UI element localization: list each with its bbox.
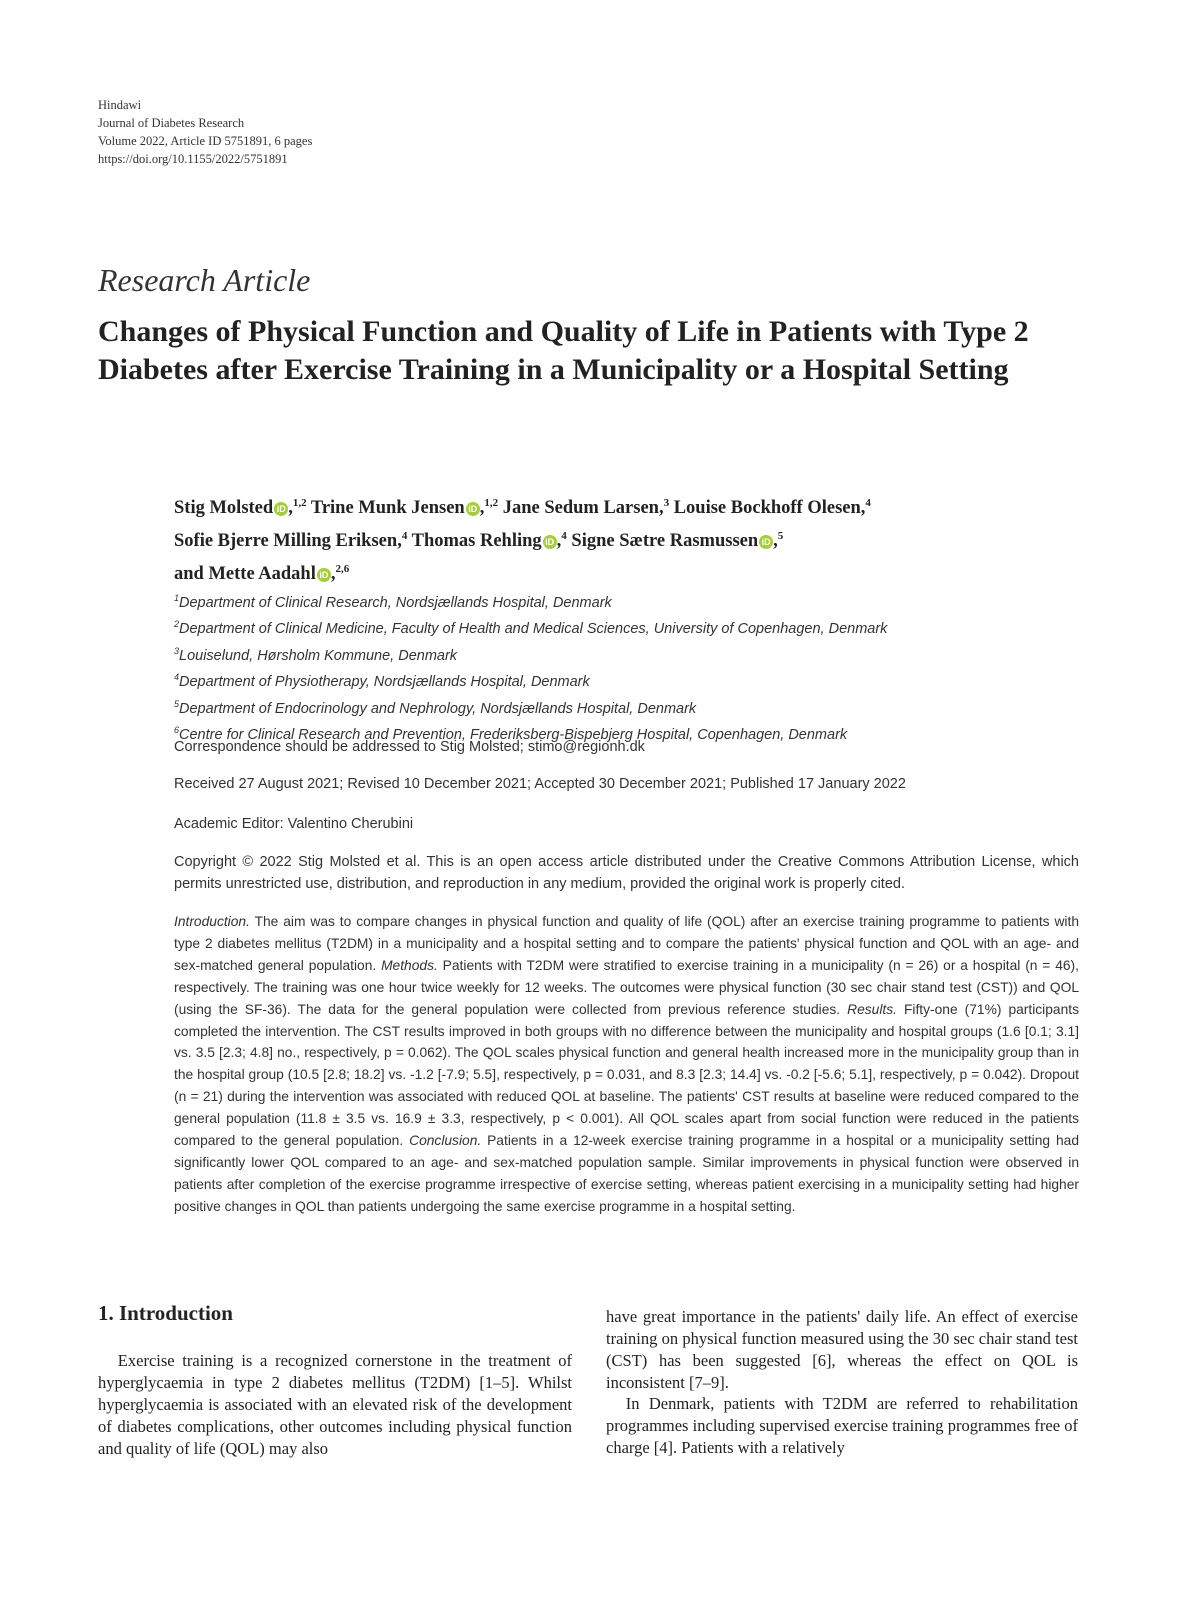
abstract-section-label: Introduction. [174,914,250,929]
intro-paragraph-right-1: have great importance in the patients' daily life. An effect of exercise training on physical function measured using the 30 sec chair stand test (CST) has been suggested [6], whereas the effect on QOL is inconsistent [7–9]. [606,1307,1078,1392]
author: and Mette Aadahl iD ,$^{2,6}$ [174,563,350,585]
affiliation-text: Department of Clinical Medicine, Faculty of Health and Medical Sciences, University of Copenhagen, Denmark [179,621,888,638]
orcid-icon[interactable]: iD [317,568,331,582]
author-name: Stig Molsted [174,498,274,519]
author-affiliation-number: 3 [663,497,670,509]
author-name: Thomas Rehling [411,531,542,552]
orcid-icon[interactable]: iD [759,535,773,549]
copyright-notice: Copyright © 2022 Stig Molsted et al. This is an open access article distributed under the Creative Commons Attribution License, which permits unrestricted use, distribution, and reproduction in any medium, provided the original work is properly cited. [174,854,1079,892]
article-type: Research Article [98,262,311,298]
affiliation-text: Department of Physiotherapy, Nordsjællands Hospital, Denmark [179,674,590,691]
author-list [174,489,1094,588]
affiliation [174,667,1094,693]
volume-info: Volume 2022, Article ID 5751891, 6 pages [98,134,313,148]
author: Thomas Rehling iD ,$^4$ [411,530,567,552]
affiliation [174,614,1094,640]
doi-link[interactable]: https://doi.org/10.1155/2022/5751891 [98,152,288,166]
abstract-section-label: Methods. [381,957,438,973]
author-affiliation-number: 2,6 [335,563,350,576]
journal-name: Journal of Diabetes Research [98,116,245,130]
affiliation-number: 1 [174,593,180,603]
author-affiliation-number: 1,2 [484,497,499,509]
abstract [174,911,1079,1218]
author-name: and Mette Aadahl [174,564,316,585]
publication-dates: Received 27 August 2021; Revised 10 December 2021; Accepted 30 December 2021; Published 17 January 2022 [174,776,906,792]
abstract-section-label: Results. [847,1001,897,1017]
correspondence: Correspondence should be addressed to Stig Molsted; stimo@regionh.dk [174,739,645,755]
article-title: Changes of Physical Function and Quality of Life in Patients with Type 2 Diabetes after Exercise Training in a Municipality or a Hospital Setting [98,315,1029,386]
abstract-section-text: The aim was to compare changes in physical function and quality of life (QOL) after an exercise training programme to patients with type 2 diabetes mellitus (T2DM) in a municipality and a hospital setting and to compare the patients' physical function and QOL with an age- and sex-matched general population. [174,914,1079,973]
affiliation-number: 6 [174,725,180,736]
affiliation-text: Department of Endocrinology and Nephrology, Nordsjællands Hospital, Denmark [179,700,697,717]
author: Louise Bockhoff Olesen,$^4$ [673,497,871,519]
author-name: Sofie Bjerre Milling Eriksen [174,531,398,552]
abstract-section-text: Patients in a 12-week exercise training programme in a hospital or a municipality setting had significantly lower QOL compared to an age- and sex-matched population sample. Similar improvements in physical function were observed in patients after completion of the exercise programme irrespective of exercise setting, whereas patient exercising in a municipality setting had higher positive changes in QOL than patients undergoing the same exercise programme in a hospital setting. [174,1133,1079,1214]
author-name: Trine Munk Jensen [310,498,465,519]
affiliation-text: Department of Clinical Research, Nordsjællands Hospital, Denmark [179,594,612,611]
abstract-section-text: Fifty-one (71%) participants completed the intervention. The CST results improved in both groups with no difference between the municipality and hospital groups (1.6 [0.1; 3.1] vs. 3.5 [2.3; 4.8] no., respectively, p = 0.062). The QOL scales physical function and general health increased more in the municipality group than in the hospital group (10.5 [2.8; 18.2] vs. -1.2 [-7.9; 5.5], respectively, p = 0.031, and 8.3 [2.3; 14.4] vs. -0.2 [-5.6; 5.1], respectively, p = 0.042). Dropout (n = 21) during the intervention was associated with reduced QOL at baseline. The patients' CST results at baseline were reduced compared to the general population (11.8 ± 3.5 vs. 16.9 ± 3.3, respectively, p < 0.001). All QOL scales apart from social function were reduced in the patients compared to the general population. [174,1001,1079,1149]
author-affiliation-number: 4 [561,530,567,543]
author-affiliation-number: 4 [865,497,871,509]
orcid-icon[interactable]: iD [543,535,557,549]
affiliation-number: 3 [174,645,180,656]
author-name: Jane Sedum Larsen [502,498,659,519]
abstract-section-text: Patients with T2DM were stratified to exercise training in a municipality (n = 26) or a hospital (n = 46), respectively. The training was one hour twice weekly for 12 weeks. The outcomes were physical function (30 sec chair stand test (CST)) and QOL (using the SF-36). The data for the general population were collected from previous reference studies. [174,957,1079,1017]
author: Jane Sedum Larsen,$^3$ [502,497,670,519]
orcid-icon[interactable]: iD [466,502,480,516]
author-affiliation-number: 1,2 [292,497,307,509]
affiliation-text: Louiselund, Hørsholm Kommune, Denmark [179,647,458,664]
affiliation [174,694,1094,720]
abstract-section-label: Conclusion. [409,1133,482,1149]
affiliation-list [174,588,1094,747]
academic-editor: Academic Editor: Valentino Cherubini [174,816,414,832]
author-name: Louise Bockhoff Olesen [673,498,861,519]
author: Trine Munk Jensen iD ,$^{1,2}$ [310,497,499,519]
author-affiliation-number: 5 [777,530,784,543]
journal-header [98,96,312,168]
author-name: Signe Sætre Rasmussen [571,531,759,552]
section-heading: 1. Introduction [98,1301,233,1325]
author: Signe Sætre Rasmussen iD ,$^5$ [571,530,784,552]
author: Sofie Bjerre Milling Eriksen,$^4$ [174,530,408,552]
affiliation [174,588,1094,614]
intro-paragraph-left: Exercise training is a recognized cornerstone in the treatment of hyperglycaemia in type 2 diabetes mellitus (T2DM) [1–5]. Whilst hyperglycaemia is associated with an elevated risk of the development of diabetes complications, other outcomes including physical function and quality of life (QOL) may also [98,1351,572,1458]
author: Stig Molsted iD ,$^{1,2}$ [174,497,307,519]
publisher-name: Hindawi [98,98,142,112]
affiliation [174,641,1094,667]
intro-paragraph-right-2: In Denmark, patients with T2DM are referred to rehabilitation programmes including supervised exercise training programmes free of charge [4]. Patients with a relatively [606,1394,1078,1457]
affiliation-number: 4 [174,672,180,683]
affiliation-number: 5 [174,698,180,709]
affiliation-number: 2 [174,619,180,630]
affiliation-text: Centre for Clinical Research and Prevention, Frederiksberg-Bispebjerg Hospital, Copenhagen, Denmark [179,726,848,743]
orcid-icon[interactable]: iD [274,502,288,516]
author-affiliation-number: 4 [401,530,408,543]
